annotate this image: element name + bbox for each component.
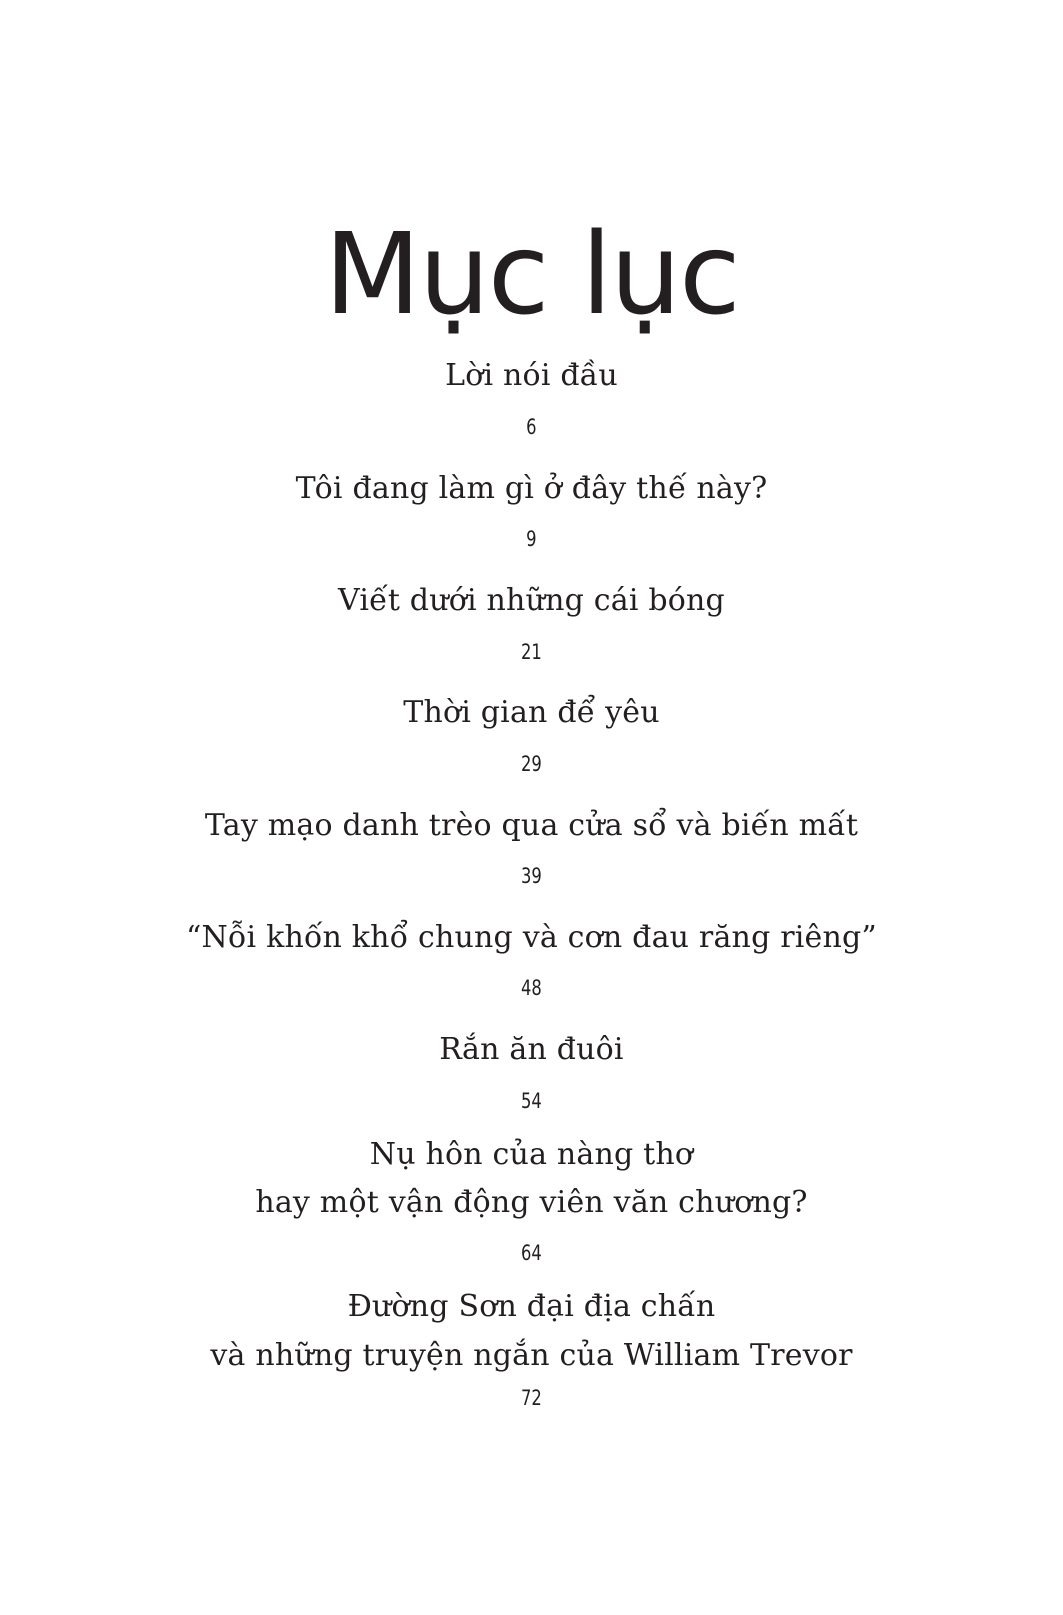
toc-entry-page-number: 21 xyxy=(520,640,542,664)
toc-entry-page-number: 54 xyxy=(520,1089,542,1113)
page-title: Mục lục xyxy=(324,210,739,341)
toc-entry-title: Tôi đang làm gì ở đây thế này? xyxy=(295,471,768,506)
toc-entry-page-number: 39 xyxy=(520,864,542,888)
toc-entry-title: Rắn ăn đuôi xyxy=(439,1032,624,1067)
toc-entry-title: Lời nói đầu xyxy=(445,358,618,393)
toc-entry-title: Thời gian để yêu xyxy=(403,695,660,730)
toc-entry-title-continued: và những truyện ngắn của William Trevor xyxy=(210,1338,853,1373)
toc-entry-title: “Nỗi khốn khổ chung và cơn đau răng riêng” xyxy=(186,920,877,955)
toc-entry-title: Đường Sơn đại địa chấn xyxy=(347,1289,716,1324)
toc-entry-page-number: 6 xyxy=(526,415,537,439)
toc-entry-title: Nụ hôn của nàng thơ xyxy=(369,1137,694,1172)
toc-entry-page-number: 48 xyxy=(520,976,542,1000)
toc-entry-page-number: 29 xyxy=(520,752,542,776)
toc-entry-page-number: 9 xyxy=(526,527,537,551)
toc-entry-title-continued: hay một vận động viên văn chương? xyxy=(255,1185,808,1220)
toc-entry-title: Tay mạo danh trèo qua cửa sổ và biến mất xyxy=(204,808,859,843)
toc-entry-title: Viết dưới những cái bóng xyxy=(338,583,725,618)
toc-entry-page-number: 64 xyxy=(520,1241,542,1265)
toc-entry-page-number: 72 xyxy=(520,1386,542,1410)
